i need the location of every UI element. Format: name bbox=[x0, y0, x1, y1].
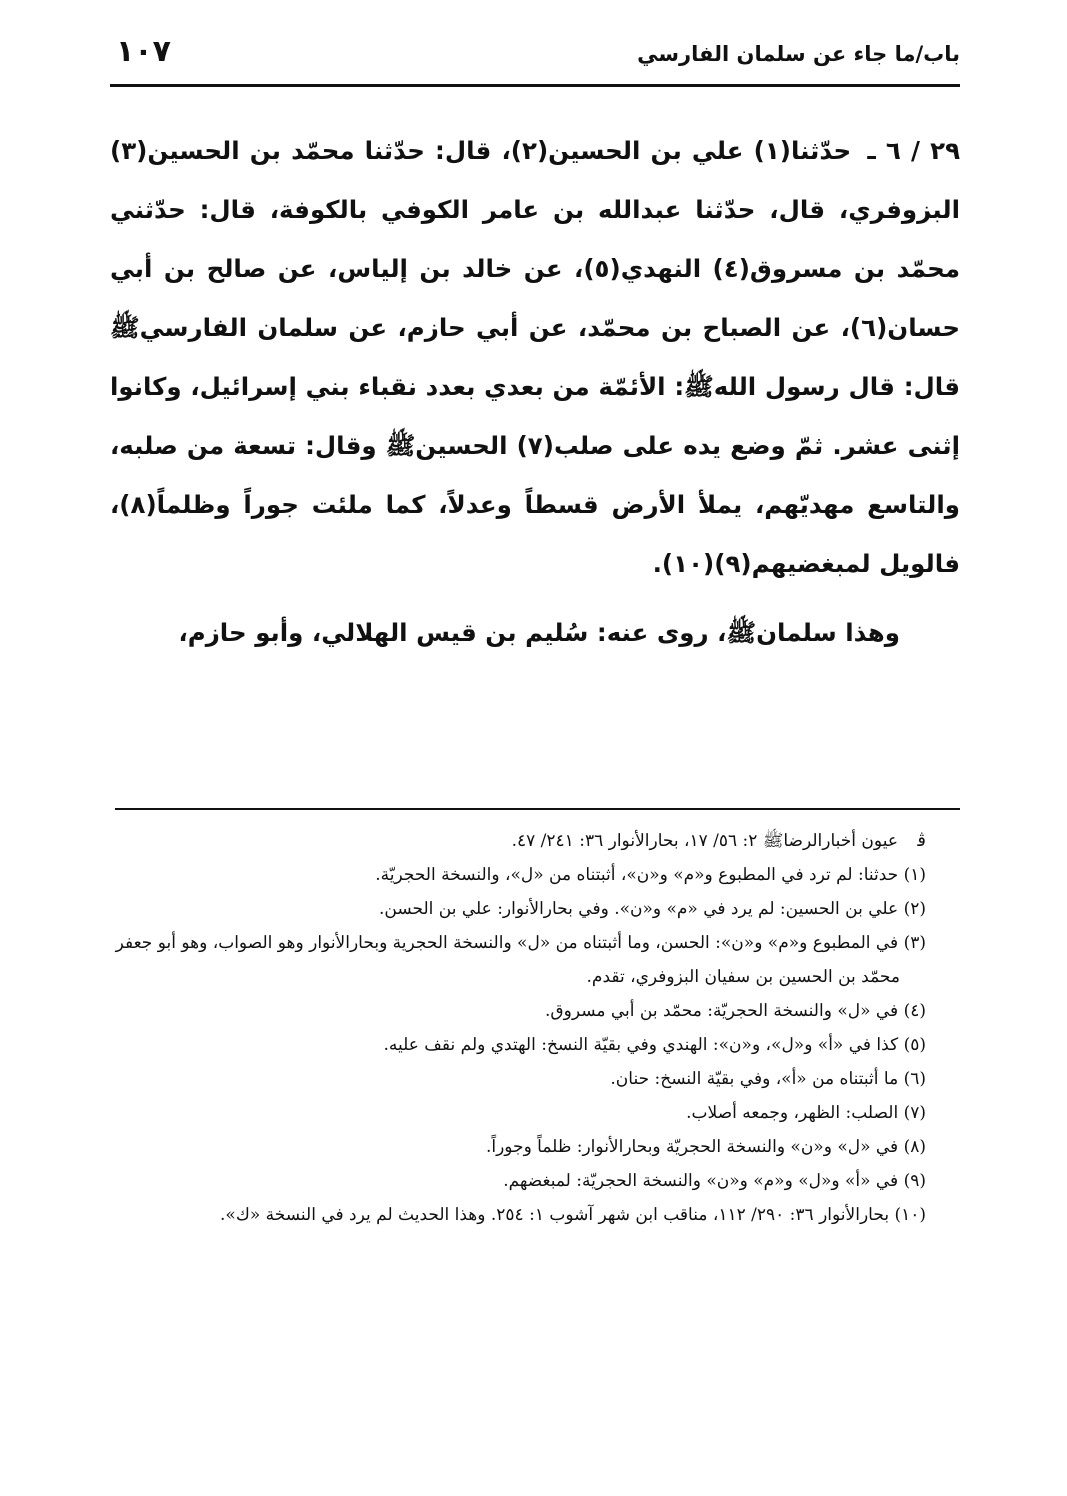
footnote-3: (٣) في المطبوع و«م» و«ن»: الحسن، وما أثبتناه من «ل» والنسخة الحجرية وبحارالأنوار وهو الصواب، وهو أبو جعفر محمّد بن الحسين بن سفيان البزوفري، تقدم. bbox=[115, 933, 926, 987]
footnote-8: (٨) في «ل» و«ن» والنسخة الحجريّة وبحارالأنوار: ظلماً وجوراً. bbox=[485, 1137, 926, 1157]
footnote-source-text: عيون أخبارالرضاﷺ ٢: ٥٦/ ١٧، بحارالأنوار ٣٦: ٢٤١/ ٤٧. bbox=[511, 831, 898, 851]
page-number: ١٠٧ bbox=[116, 34, 171, 69]
main-text bbox=[110, 121, 960, 662]
footnote-5: (٥) كذا في «أ» و«ل»، و«ن»: الهندي وفي بقيّة النسخ: الهتدي ولم نقف عليه. bbox=[383, 1035, 926, 1055]
source-mark-icon: ﭬ bbox=[917, 830, 926, 851]
footnote-7: (٧) الصلب: الظهر، وجمعه أصلاب. bbox=[686, 1103, 926, 1123]
footnote-separator bbox=[115, 808, 960, 810]
book-page bbox=[110, 30, 960, 1232]
page-gap bbox=[110, 662, 960, 808]
running-header bbox=[110, 30, 960, 87]
footnote-10: (١٠) بحارالأنوار ٣٦: ٢٩٠/ ١١٢، مناقب ابن شهر آشوب ١: ٢٥٤. وهذا الحديث لم يرد في النسخة «ك». bbox=[220, 1205, 926, 1225]
continuation-paragraph: وهذا سلمانﷺ، روى عنه: سُليم بن قيس الهلالي، وأبو حازم، bbox=[178, 618, 900, 647]
footnote-1: (١) حدثنا: لم ترد في المطبوع و«م» و«ن»، أثبتناه من «ل»، والنسخة الحجريّة. bbox=[375, 865, 926, 885]
hadith-number: ٢٩ / ٦ ـ bbox=[867, 136, 961, 165]
hadith-text: حدّثنا(١) علي بن الحسين(٢)، قال: حدّثنا محمّد بن الحسين(٣) البزوفري، قال، حدّثنا عبدالله بن عامر الكوفي بالكوفة، قال: حدّثني محمّد بن مسروق(٤) النهدي(٥)، عن خالد بن إلياس، عن صالح بن أبي حسان(٦)، عن الصباح بن محمّد، عن أبي حازم، عن سلمان الفارسيﷺ قال: قال رسول اللهﷺ: الأئمّة من بعدي بعدد نقباء بني إسرائيل، وكانوا إثنى عشر. ثمّ وضع يده على صلب(٧) الحسينﷺ وقال: تسعة من صلبه، والتاسع مهديّهم، يملأ الأرض قسطاً وعدلاً، كما ملئت جوراً وظلماً(٨)، فالويل لمبغضيهم(٩)(١٠). bbox=[110, 136, 960, 578]
footnote-2: (٢) علي بن الحسين: لم يرد في «م» و«ن». وفي بحارالأنوار: علي بن الحسن. bbox=[378, 899, 926, 919]
footnote-source bbox=[110, 824, 926, 858]
footnote-9: (٩) في «أ» و«ل» و«م» و«ن» والنسخة الحجريّة: لمبغضهم. bbox=[503, 1171, 926, 1191]
footnote-6: (٦) ما أثبتناه من «أ»، وفي بقيّة النسخ: حنان. bbox=[610, 1069, 926, 1089]
footnotes bbox=[110, 824, 960, 1232]
footnote-4: (٤) في «ل» والنسخة الحجريّة: محمّد بن أبي مسروق. bbox=[545, 1001, 926, 1021]
chapter-title: باب/ما جاء عن سلمان الفارسي bbox=[637, 42, 960, 66]
hadith-paragraph bbox=[110, 121, 960, 593]
